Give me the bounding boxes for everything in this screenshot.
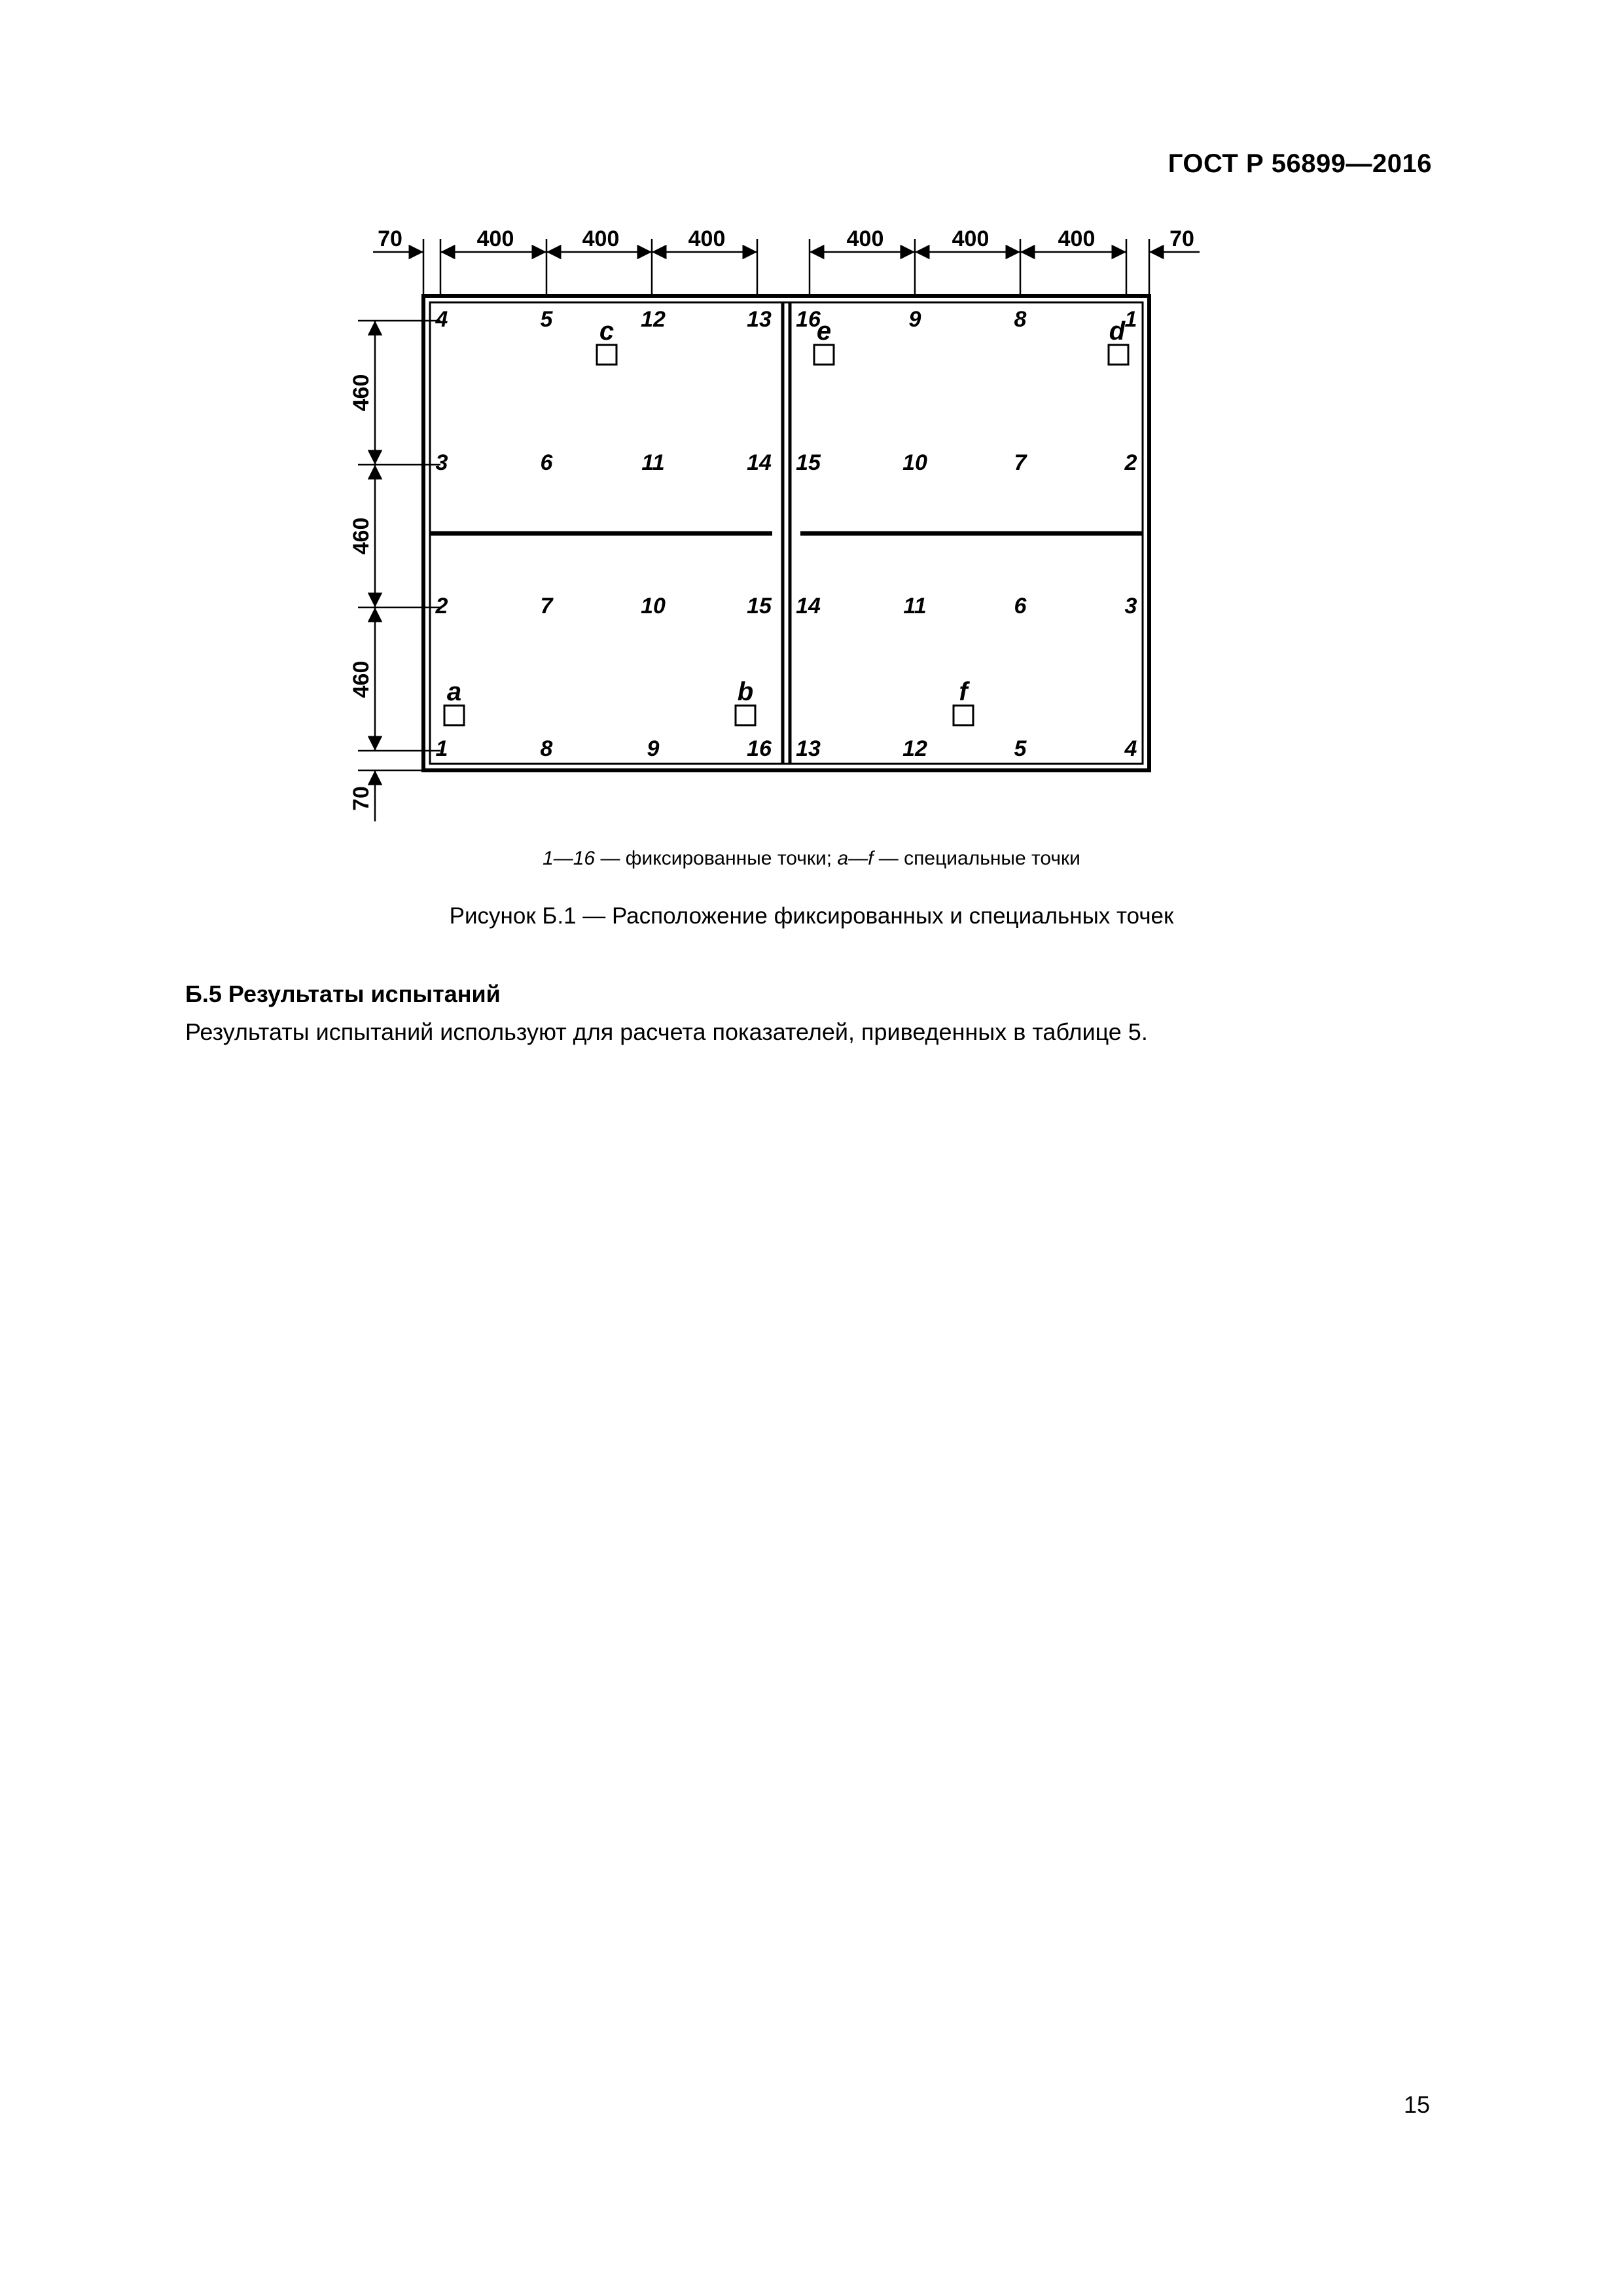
dim-label: 400: [688, 226, 726, 251]
special-point-d-marker: [1109, 345, 1128, 365]
dim-label: 400: [1058, 226, 1096, 251]
fixed-text: — фиксированные точки;: [595, 848, 838, 869]
fixed-point-label: 12: [641, 307, 666, 332]
document-code: ГОСТ Р 56899—2016: [1168, 149, 1432, 178]
fixed-point-label: 2: [1124, 450, 1137, 475]
fixed-point-label: 5: [540, 307, 553, 332]
special-point-label: f: [959, 677, 968, 706]
fixed-range: 1—16: [543, 848, 596, 869]
fixed-point-label: 7: [1014, 450, 1027, 475]
special-point-b-marker: [736, 706, 755, 725]
fixed-point-label: 8: [540, 736, 553, 761]
dim-label: 400: [582, 226, 620, 251]
fixed-point-label: 10: [902, 450, 927, 475]
fixed-point-label: 1: [1124, 307, 1137, 332]
dim-label: 70: [378, 226, 402, 251]
dim-label: 460: [349, 374, 374, 412]
left-dimension-labels: [349, 374, 374, 811]
special-point-labels: [447, 317, 1126, 706]
fixed-point-label: 9: [647, 736, 660, 761]
fixed-point-label: 16: [747, 736, 772, 761]
fixed-point-label: 9: [908, 307, 921, 332]
special-point-label: e: [816, 317, 832, 346]
special-point-label: b: [737, 677, 754, 706]
dim-label: 400: [476, 226, 514, 251]
dim-label: 400: [846, 226, 884, 251]
fixed-point-label: 6: [1014, 594, 1027, 619]
dim-label: 460: [349, 660, 374, 698]
section-body: Результаты испытаний используют для расчета показателей, приведенных в таблице 5.: [185, 1018, 1148, 1045]
dim-label: 400: [952, 226, 990, 251]
special-point-c-marker: [597, 345, 616, 365]
special-text: — специальные точки: [873, 848, 1080, 869]
fixed-point-label: 5: [1014, 736, 1027, 761]
figure-legend: [0, 848, 1623, 870]
fixed-point-label: 15: [747, 594, 772, 619]
top-dimension-labels: [378, 226, 1194, 251]
fixed-point-label: 14: [796, 594, 821, 619]
special-point-e-marker: [814, 345, 834, 365]
fixed-point-label: 10: [641, 594, 666, 619]
fixed-point-label: 1: [435, 736, 448, 761]
fixed-point-label: 2: [435, 594, 448, 619]
fixed-point-label: 15: [796, 450, 821, 475]
fixed-point-label: 14: [747, 450, 772, 475]
fixed-point-label: 4: [1124, 736, 1137, 761]
fixed-point-label: 11: [903, 594, 927, 619]
fixed-point-label: 13: [796, 736, 821, 761]
fixed-point-label: 16: [796, 307, 821, 332]
fixed-point-label: 12: [902, 736, 927, 761]
dim-label: 460: [349, 517, 374, 555]
figure-caption: Рисунок Б.1 — Расположение фиксированных и специальных точек: [449, 903, 1174, 929]
special-range: a—f: [837, 848, 874, 869]
special-point-a-marker: [444, 706, 464, 725]
special-point-label: c: [599, 317, 615, 346]
dim-label: 70: [1169, 226, 1194, 251]
fixed-point-label: 13: [747, 307, 772, 332]
fixed-point-label: 6: [540, 450, 553, 475]
fixed-point-label: 8: [1014, 307, 1027, 332]
fixed-point-label: 4: [435, 307, 448, 332]
dim-label: 70: [349, 786, 374, 811]
fixed-point-label: 7: [540, 594, 553, 619]
special-point-label: d: [1109, 317, 1126, 346]
fixed-point-label: 3: [435, 450, 448, 475]
fixed-point-label: 11: [641, 450, 665, 475]
page-number: 15: [1403, 2091, 1430, 2118]
section-heading: Б.5 Результаты испытаний: [185, 980, 501, 1007]
special-point-f-marker: [954, 706, 973, 725]
fixed-point-label: 3: [1124, 594, 1137, 619]
special-point-label: a: [446, 677, 462, 706]
